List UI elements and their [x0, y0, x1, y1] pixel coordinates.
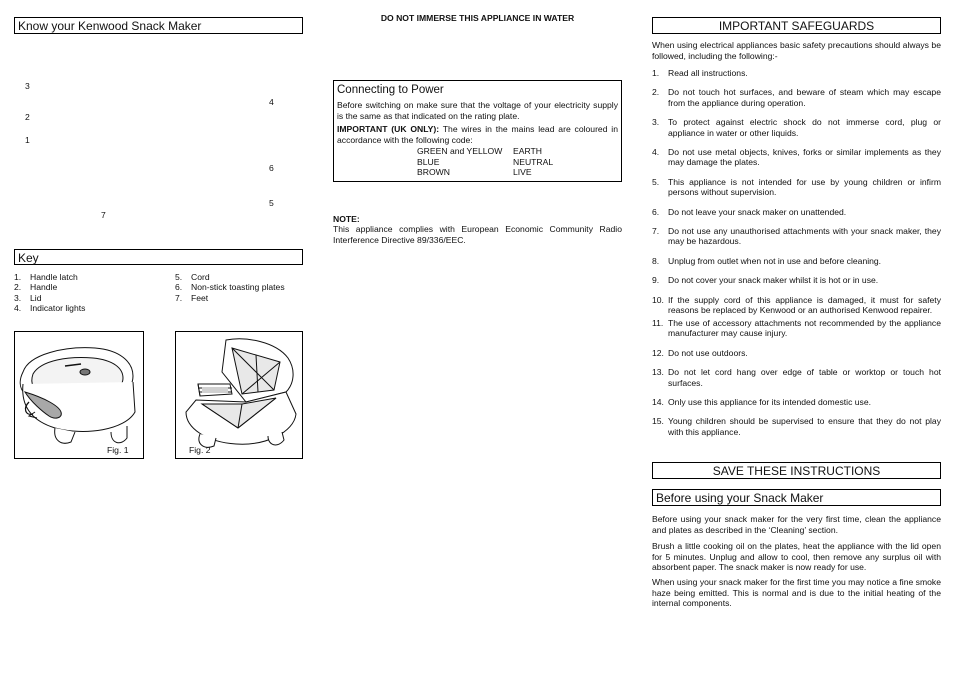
before-using-heading: Before using your Snack Maker — [652, 489, 941, 506]
fig1-closed-snack-maker — [15, 332, 145, 460]
safeguard-item: 12. Do not use outdoors. — [652, 347, 748, 358]
safeguard-item: 3. To protect against electric shock do not immerse cord, plug or appliance in water or other liquids. — [652, 117, 941, 138]
safeguard-item: 2. Do not touch hot surfaces, and beware of steam which may escape from the appliance during operation. — [652, 87, 941, 108]
callout-5: 5 — [269, 198, 274, 208]
key-item: 2. Handle — [14, 282, 58, 293]
wire-color-table — [417, 146, 617, 178]
fig2-open-snack-maker — [176, 332, 304, 460]
safeguard-item: 8. Unplug from outlet when not in use and before cleaning. — [652, 255, 882, 266]
important-uk-label: IMPORTANT (UK ONLY): — [337, 124, 440, 134]
connecting-to-power-box — [333, 80, 622, 182]
callout-1: 1 — [25, 135, 30, 145]
safeguard-item: 6. Do not leave your snack maker on unattended. — [652, 206, 847, 217]
before-using-para-2: Brush a little cooking oil on the plates, heat the appliance with the lid open for 5 minutes. Unplug and allow to cool, then remove any surplus oil with absorbent paper. The snack maker is now ready for use. — [652, 541, 941, 573]
connecting-to-power-title: Connecting to Power — [337, 84, 444, 96]
important-uk-text — [337, 124, 618, 145]
safeguard-item: 10. If the supply cord of this appliance is damaged, it must for safety reasons be replaced by Kenwood or an authorised Kenwood repairer. — [652, 294, 941, 316]
key-list-left — [14, 272, 164, 313]
wire-row: BLUE NEUTRAL — [417, 156, 554, 167]
safeguard-item: 9. Do not cover your snack maker whilst it is hot or in use. — [652, 275, 879, 286]
callout-4: 4 — [269, 97, 274, 107]
key-list-right — [175, 272, 305, 303]
figure-2-caption: Fig. 2 — [189, 445, 211, 455]
before-using-para-3: When using your snack maker for the first time you may notice a fine smoke haze being emitted. This is normal and is due to the initial heating of the internal components. — [652, 577, 941, 609]
note-label: NOTE: — [333, 214, 360, 224]
safeguard-item: 4. Do not use metal objects, knives, forks or similar implements as they may damage the plates. — [652, 147, 941, 168]
callout-6: 6 — [269, 163, 274, 173]
important-uk-body: The wires in the mains lead are coloured in accordance with the following code: — [337, 124, 618, 145]
safeguard-item: 15. Young children should be supervised to ensure that they do not play with this appliance. — [652, 416, 941, 437]
safeguard-item: 13. Do not let cord hang over edge of table or worktop or touch hot surfaces. — [652, 367, 941, 388]
power-voltage-text: Before switching on make sure that the voltage of your electricity supply is the same as that indicated on the rating plate. — [337, 100, 618, 121]
callout-2: 2 — [25, 112, 30, 122]
important-safeguards-heading: IMPORTANT SAFEGUARDS — [652, 17, 941, 34]
key-item: 4. Indicator lights — [14, 302, 86, 313]
callout-7: 7 — [101, 210, 106, 220]
immersion-warning: DO NOT IMMERSE THIS APPLIANCE IN WATER — [380, 13, 575, 23]
callout-3: 3 — [25, 81, 30, 91]
safeguard-item: 11. The use of accessory attachments not recommended by the appliance manufacturer may cause injury. — [652, 317, 941, 339]
key-item: 5. Cord — [175, 272, 210, 282]
note-text: This appliance complies with European Economic Community Radio Interference Directive 89/336/EEC. — [333, 224, 622, 245]
safeguard-item: 5. This appliance is not intended for use by young children or infirm persons without supervision. — [652, 176, 941, 198]
key-item: 7. Feet — [175, 292, 209, 303]
safeguard-item: 14. Only use this appliance for its intended domestic use. — [652, 396, 872, 407]
figure-1-caption: Fig. 1 — [107, 445, 129, 455]
figure-1-panel — [14, 331, 144, 459]
before-using-para-1: Before using your snack maker for the very first time, clean the appliance and plates as described in the ‘Cleaning’ section. — [652, 514, 941, 535]
key-item: 6. Non-stick toasting plates — [175, 282, 285, 293]
key-item: 1. Handle latch — [14, 272, 78, 282]
save-instructions-heading: SAVE THESE INSTRUCTIONS — [652, 462, 941, 479]
safeguards-list — [652, 68, 941, 446]
safeguard-item: 1. Read all instructions. — [652, 68, 748, 78]
safeguards-intro: When using electrical appliances basic safety precautions should always be followed, including the following:- — [652, 40, 941, 61]
figure-2-panel — [175, 331, 303, 459]
key-item: 3. Lid — [14, 292, 42, 303]
wire-row: GREEN and YELLOW EARTH — [417, 146, 542, 156]
safeguard-item: 7. Do not use any unauthorised attachments with your snack maker, they may be hazardous. — [652, 226, 941, 247]
key-heading: Key — [14, 249, 303, 265]
wire-row: BROWN LIVE — [417, 167, 532, 178]
know-your-snack-maker-heading: Know your Kenwood Snack Maker — [14, 17, 303, 34]
